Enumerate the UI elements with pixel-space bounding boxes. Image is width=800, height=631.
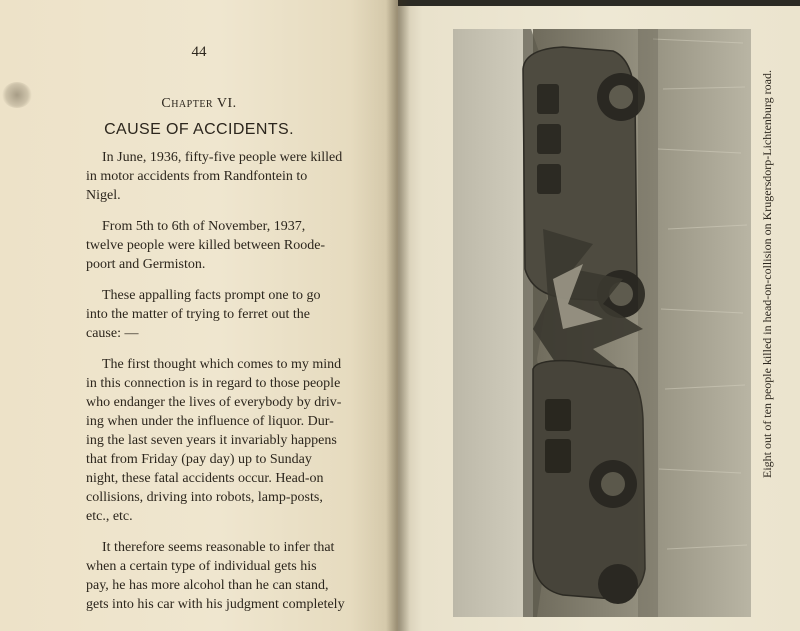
- wrecked-cars-photo: [453, 29, 751, 617]
- paragraph: [86, 286, 332, 343]
- text-line: in this connection is in regard to those people: [86, 376, 341, 391]
- chapter-title: CAUSE OF ACCIDENTS.: [104, 121, 294, 138]
- paragraph: [86, 538, 345, 614]
- text-line: cause: —: [86, 326, 139, 341]
- chapter-body: [86, 148, 345, 626]
- text-line: It therefore seems reasonable to infer that: [102, 540, 335, 555]
- text-line: The first thought which comes to my mind: [102, 357, 342, 372]
- text-line: poort and Germiston.: [86, 257, 206, 272]
- text-line: into the matter of trying to ferret out the: [86, 307, 310, 322]
- photo-caption: Eight out of ten people killed in head-on-collision on Krugersdorp-Lichtenburg road.: [760, 70, 774, 479]
- text-line: Nigel.: [86, 188, 121, 203]
- photo-illustration: [453, 29, 751, 617]
- text-line: gets into his car with his judgment completely: [86, 597, 345, 612]
- text-line: From 5th to 6th of November, 1937,: [102, 219, 306, 234]
- text-line: ing when under the influence of liquor. Dur-: [86, 414, 334, 429]
- text-line: in motor accidents from Randfontein to: [86, 169, 308, 184]
- text-line: that from Friday (pay day) up to Sunday: [86, 452, 312, 467]
- book-gutter: [386, 0, 410, 631]
- left-page: [0, 0, 398, 631]
- text-line: collisions, driving into robots, lamp-posts,: [86, 490, 323, 505]
- text-line: when a certain type of individual gets his: [86, 559, 317, 574]
- text-line: These appalling facts prompt one to go: [102, 288, 321, 303]
- text-line: twelve people were killed between Roode-: [86, 238, 326, 253]
- chapter-number: Chapter VI.: [161, 96, 237, 111]
- text-line: night, these fatal accidents occur. Head-on: [86, 471, 324, 486]
- paragraph: [86, 217, 332, 274]
- text-line: etc., etc.: [86, 509, 133, 524]
- text-line: who endanger the lives of everybody by driv-: [86, 395, 342, 410]
- text-line: In June, 1936, fifty-five people were killed: [102, 150, 343, 165]
- paragraph: [86, 148, 343, 205]
- text-line: pay, he has more alcohol than he can stand,: [86, 578, 329, 593]
- paragraph: [86, 355, 342, 526]
- page-number: 44: [191, 44, 207, 60]
- text-line: ing the last seven years it invariably happens: [86, 433, 337, 448]
